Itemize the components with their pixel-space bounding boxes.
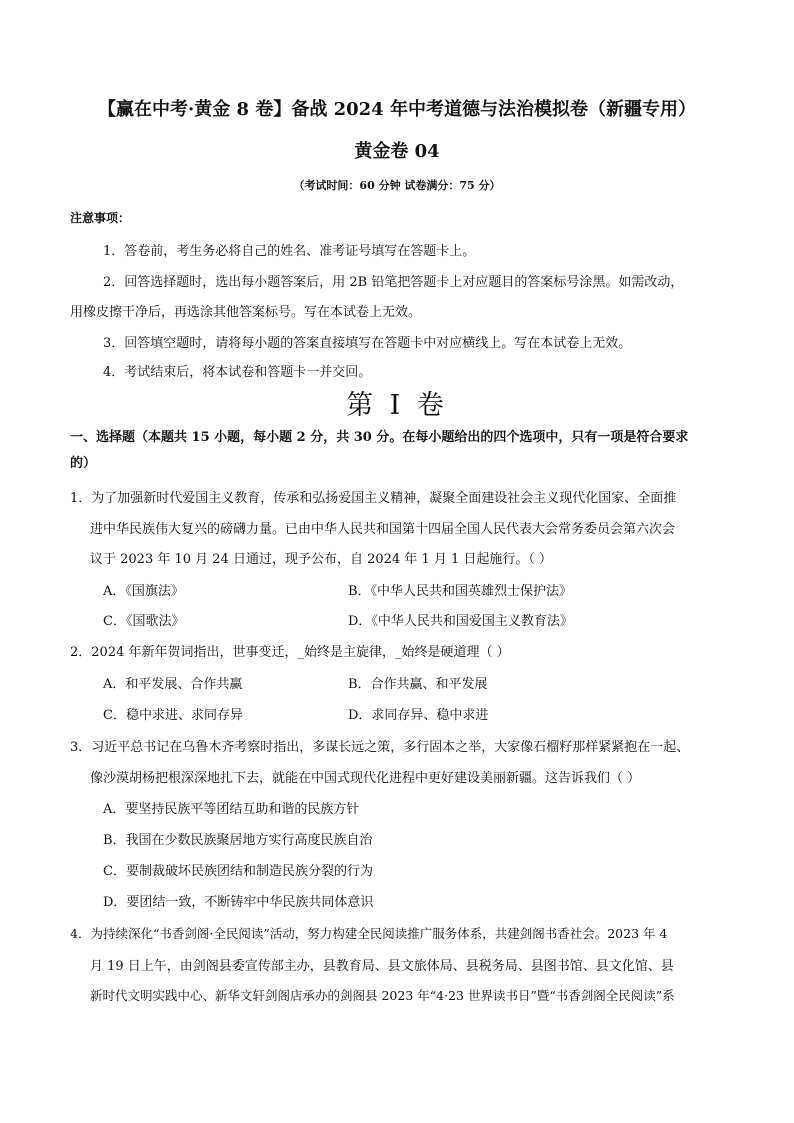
q3-line2: 像沙漠胡杨把根深深地扎下去，就能在中国式现代化进程中更好建设美丽新疆。这告诉我们（ ） <box>90 771 641 786</box>
q3-option-a: A．要坚持民族平等团结互助和谐的民族方针 <box>103 802 360 817</box>
exam-info: （考试时间：60 分钟 试卷满分：75 分） <box>293 179 501 192</box>
q4-line3: 新时代文明实践中心、新华文轩剑阁店承办的剑阁县 2023 年“4·23 世界读书日”暨“书香剑阁全民阅读”系 <box>90 988 675 1003</box>
q1-line1: 1．为了加强新时代爱国主义教育，传承和弘扬爱国主义精神，凝聚全面建设社会主义现代化国家、全面推 <box>70 491 677 506</box>
q2-option-a: A．和平发展、合作共赢 <box>103 677 243 692</box>
q2-option-c: C．稳中求进、求同存异 <box>103 708 243 723</box>
part1-heading: 一、选择题（本题共 15 小题，每小题 2 分，共 30 分。在每小题给出的四个选项中，只有一项是符合要求 <box>70 430 689 445</box>
q2-line1: 2．2024 年新年贺词指出，世事变迁，_始终是主旋律，_始终是硬道理（ ） <box>70 645 510 660</box>
q1-line2: 进中华民族伟大复兴的磅礴力量。已由中华人民共和国第十四届全国人民代表大会常务委员会第六次会 <box>90 522 676 537</box>
q3-option-c: C．要制裁破坏民族团结和制造民族分裂的行为 <box>103 864 373 879</box>
q3-option-d: D．要团结一致，不断铸牢中华民族共同体意识 <box>103 895 374 910</box>
q2-option-d: D．求同存异、稳中求进 <box>348 708 489 723</box>
q4-line1: 4．为持续深化“书香剑阁·全民阅读”活动，努力构建全民阅读推广服务体系，共建剑阁书香社会。2023 年 4 <box>70 926 668 941</box>
exam-subtitle: 黄金卷 04 <box>354 141 440 162</box>
notes-heading: 注意事项： <box>70 211 131 225</box>
q4-line2: 月 19 日上午，由剑阁县委宣传部主办，县教育局、县文旅体局、县税务局、县图书馆、县文化馆、县 <box>90 959 674 974</box>
note-item-2-cont: 用橡皮擦干净后，再选涂其他答案标号。写在本试卷上无效。 <box>70 305 422 320</box>
exam-title: 【赢在中考·黄金 8 卷】备战 2024 年中考道德与法治模拟卷（新疆专用） <box>98 99 696 120</box>
q1-option-c: C．《国歌法》 <box>103 614 185 629</box>
note-item-3: 3．回答填空题时，请将每小题的答案直接填写在答题卡中对应横线上。写在本试卷上无效。 <box>103 336 632 351</box>
q2-option-b: B．合作共赢、和平发展 <box>348 677 488 692</box>
q1-option-a: A．《国旗法》 <box>103 584 184 599</box>
note-item-2: 2．回答选择题时，选出每小题答案后，用 2B 铅笔把答题卡上对应题目的答案标号涂黑。如需改动， <box>103 275 684 290</box>
q1-option-b: B．《中华人民共和国英雄烈士保护法》 <box>348 584 573 599</box>
q3-line1: 3．习近平总书记在乌鲁木齐考察时指出，多谋长远之策，多行固本之举，大家像石榴籽那样紧紧抱在一起、 <box>70 740 690 755</box>
section-title: 第 I 卷 <box>346 390 448 421</box>
note-item-4: 4．考试结束后，将本试卷和答题卡一并交回。 <box>103 365 372 380</box>
q1-line3: 议于 2023 年 10 月 24 日通过，现予公布，自 2024 年 1 月 1 日起施行。（ ） <box>90 552 553 567</box>
q3-option-b: B．我国在少数民族聚居地方实行高度民族自治 <box>103 833 373 848</box>
note-item-1: 1．答卷前，考生务必将自己的姓名、准考证号填写在答题卡上。 <box>103 244 476 259</box>
part1-heading-cont: 的） <box>70 456 97 471</box>
q1-option-d: D．《中华人民共和国爱国主义教育法》 <box>348 614 573 629</box>
